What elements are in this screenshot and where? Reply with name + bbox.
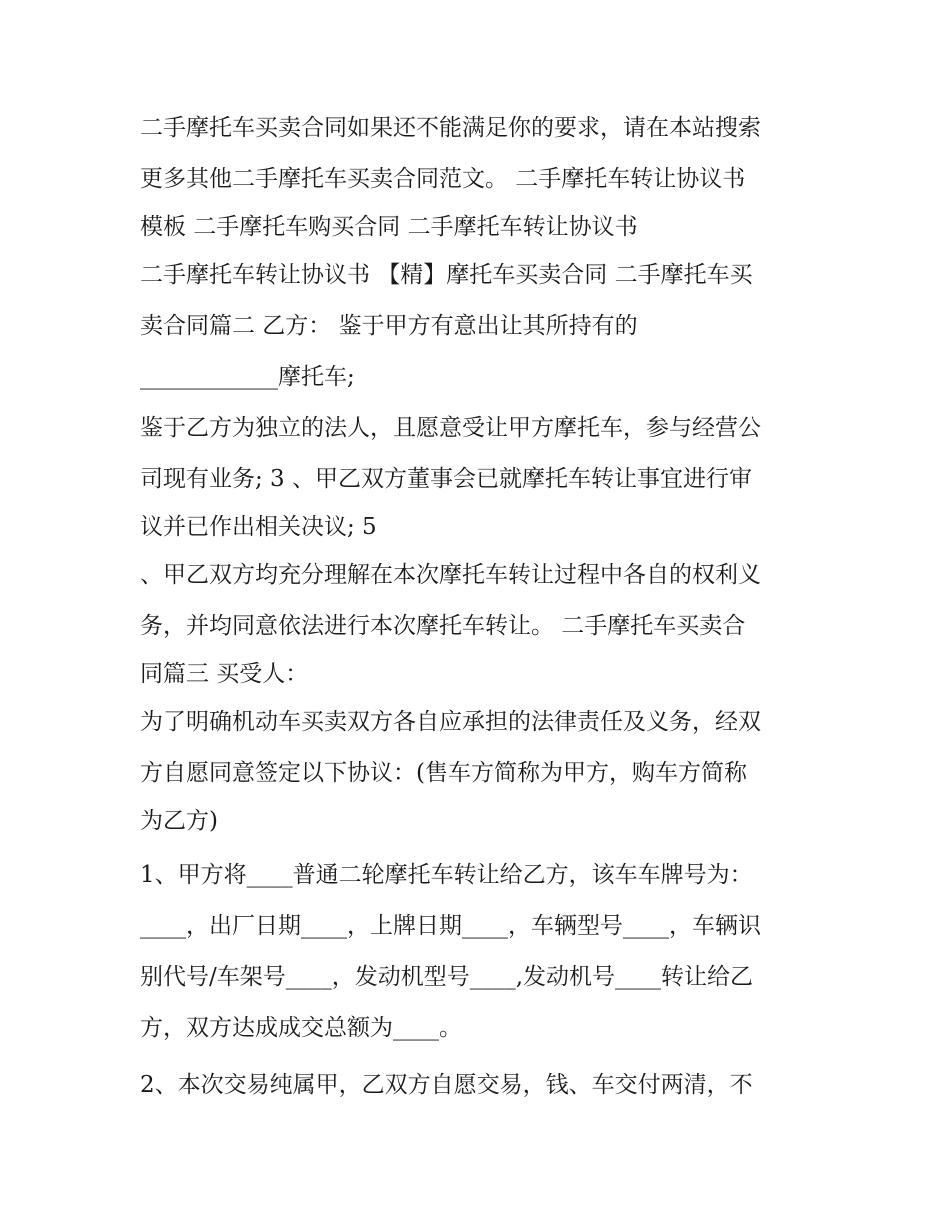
text-line: 二手摩托车买卖合同如果还不能满足你的要求，请在本站搜索 bbox=[140, 115, 761, 141]
text-line: 卖合同篇二 乙方： 鉴于甲方有意出让其所持有的 bbox=[140, 313, 638, 339]
text-line: 别代号/车架号____，发动机型号____,发动机号____转让给乙 bbox=[140, 964, 754, 990]
text-line: 为了明确机动车买卖双方各自应承担的法律责任及义务，经双 bbox=[140, 709, 761, 735]
text-line: 鉴于乙方为独立的法人，且愿意受让甲方摩托车，参与经营公 bbox=[140, 415, 761, 441]
text-line: 更多其他二手摩托车买卖合同范文。 二手摩托车转让协议书 bbox=[140, 166, 746, 192]
text-line: 方自愿同意签定以下协议：(售车方简称为甲方，购车方简称 bbox=[140, 760, 747, 786]
text-line: 议并已作出相关决议; 5 bbox=[140, 514, 377, 540]
document-body bbox=[140, 103, 820, 1111]
text-line: 务，并均同意依法进行本次摩托车转让。 二手摩托车买卖合 bbox=[140, 613, 746, 639]
text-line: 司现有业务; 3 、甲乙双方董事会已就摩托车转让事宜进行审 bbox=[140, 466, 753, 492]
text-line: ____________摩托车; bbox=[140, 364, 355, 390]
text-line: 2、本次交易纯属甲，乙双方自愿交易，钱、车交付两清，不 bbox=[140, 1072, 753, 1098]
text-line: 为乙方) bbox=[140, 808, 218, 834]
text-line: 1、甲方将____普通二轮摩托车转让给乙方，该车车牌号为： bbox=[140, 862, 753, 888]
text-line: 、甲乙双方均充分理解在本次摩托车转让过程中各自的权利义 bbox=[140, 562, 761, 588]
text-line: 同篇三 买受人： bbox=[140, 661, 309, 687]
text-line: 模板 二手摩托车购买合同 二手摩托车转让协议书 bbox=[140, 214, 638, 240]
text-line: 二手摩托车转让协议书 【精】摩托车买卖合同 二手摩托车买 bbox=[140, 262, 753, 288]
text-line: 方，双方达成成交总额为____。 bbox=[140, 1015, 462, 1041]
text-line: ____，出厂日期____，上牌日期____，车辆型号____，车辆识 bbox=[140, 913, 761, 939]
